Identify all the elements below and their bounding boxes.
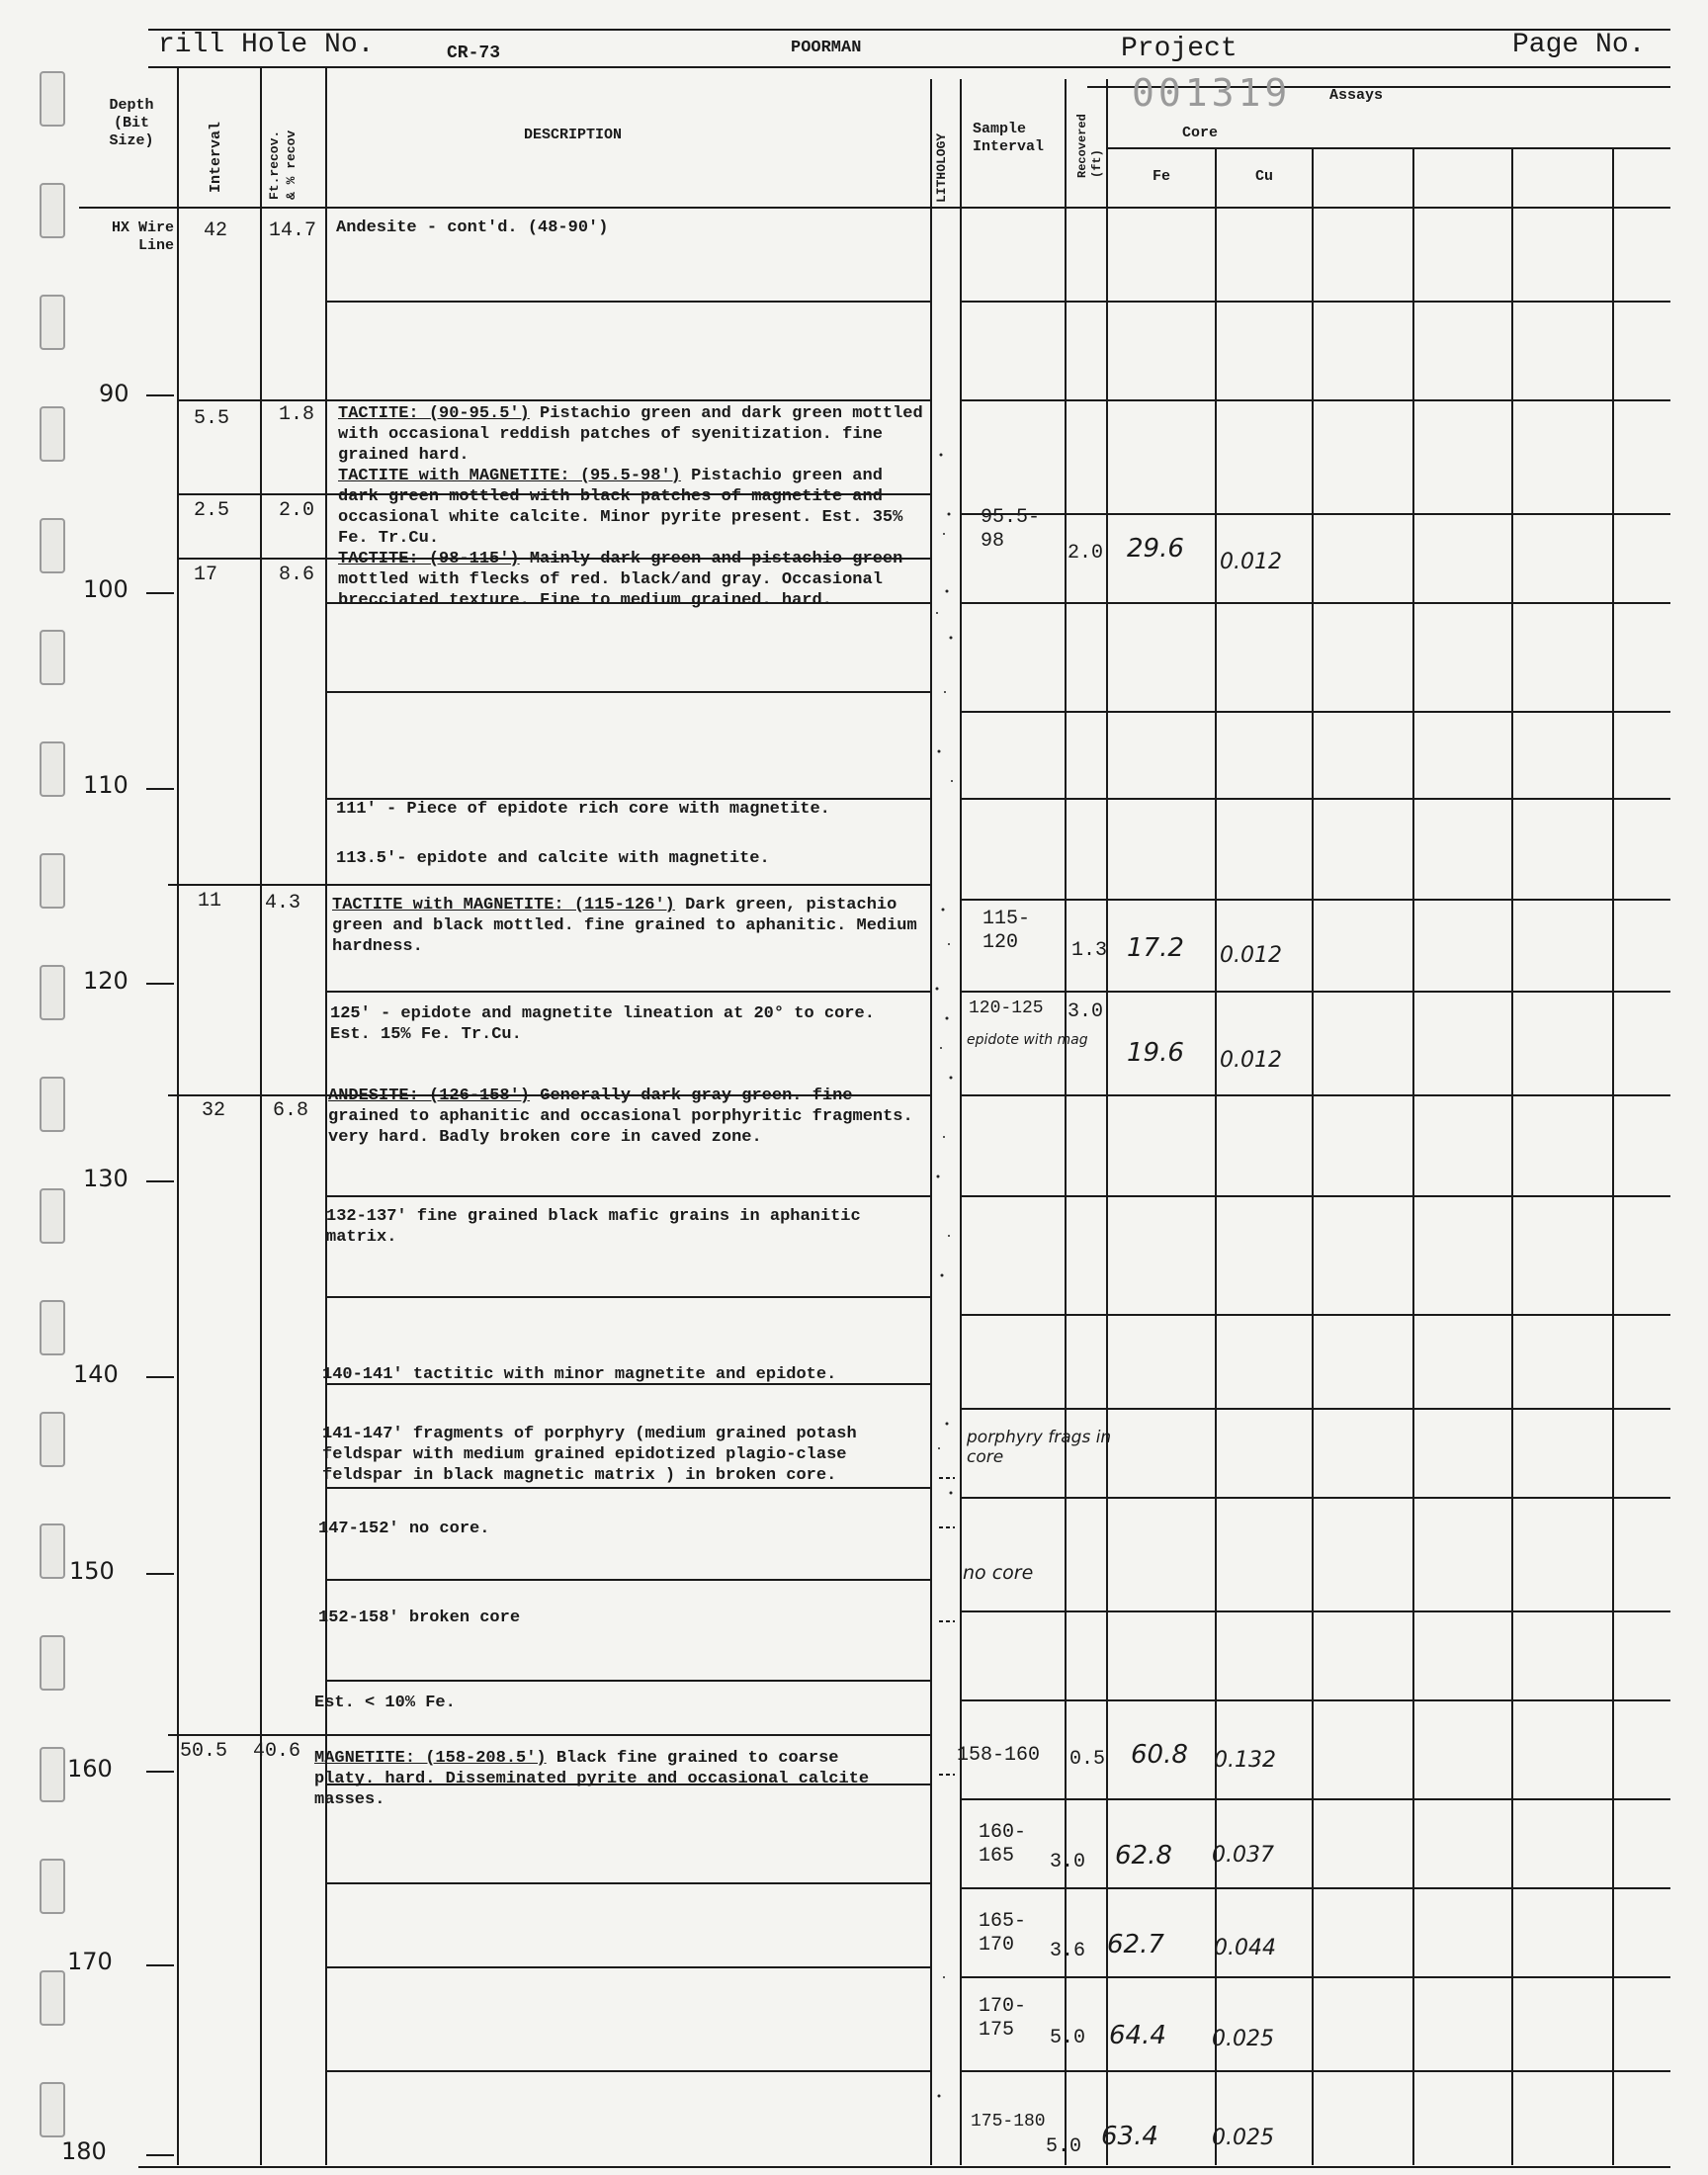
recovery-header-line: & % recov xyxy=(284,130,299,200)
sample-interval: 160-165 xyxy=(979,1821,1027,1868)
depth-mark: 160 xyxy=(67,1755,113,1783)
sample-recovered: 5.0 xyxy=(1050,2027,1086,2049)
interval-value: 50.5 xyxy=(180,1740,228,1763)
assay-fe: 17.2 xyxy=(1127,933,1184,963)
depth-header-line: (Bit xyxy=(113,115,149,131)
interval-value: 42 xyxy=(204,219,228,242)
assay-fe: 63.4 xyxy=(1101,2122,1158,2151)
unit-title: TACTITE: (98-115') xyxy=(338,550,520,568)
bit-size-line: HX Wire xyxy=(111,219,174,236)
interval-value: 11 xyxy=(198,890,222,913)
note-132: 132-137' fine grained black mafic grains in aphanitic matrix. xyxy=(326,1207,861,1247)
interval-value: 2.5 xyxy=(194,499,230,522)
recovery-value: 2.0 xyxy=(279,499,315,522)
sample-interval: 165-170 xyxy=(979,1910,1027,1957)
sample-interval-header-line: Sample xyxy=(973,121,1027,137)
lithology-column-header: LITHOLOGY xyxy=(934,132,949,203)
sample-interval: 120-125 xyxy=(969,999,1044,1018)
sample-recovered: 5.0 xyxy=(1046,2135,1082,2158)
note-152: 152-158' broken core xyxy=(318,1609,521,1627)
depth-mark: 170 xyxy=(67,1948,113,1975)
recovery-value: 8.6 xyxy=(279,564,315,586)
description-column-header: DESCRIPTION xyxy=(524,127,623,143)
bit-size-line: Line xyxy=(137,237,174,254)
depth-mark: 90 xyxy=(99,380,129,407)
sample-recovered: 0.5 xyxy=(1069,1748,1106,1771)
unit-title: TACTITE with MAGNETITE: (95.5-98') xyxy=(338,467,681,485)
depth-header-line: Depth xyxy=(109,97,154,114)
note-147: 147-152' no core. xyxy=(318,1520,490,1538)
depth-header-line: Size) xyxy=(109,132,154,149)
unit-title: TACTITE with MAGNETITE: (115-126') xyxy=(332,896,675,914)
assays-header: Assays xyxy=(1329,87,1384,104)
recovery-value: 14.7 xyxy=(269,219,317,242)
unit-body: Dark green, pistachio green and black mottled. fine grained to aphanitic. Medium hardness. xyxy=(332,896,917,956)
unit-title: ANDESITE: (126-158') xyxy=(328,1087,531,1105)
depth-mark: 150 xyxy=(69,1557,115,1585)
handwritten-note: epidote with mag xyxy=(967,1032,1088,1048)
recovery-value: 40.6 xyxy=(253,1740,301,1763)
assay-fe: 64.4 xyxy=(1109,2021,1166,2050)
unit-title: TACTITE: (90-95.5') xyxy=(338,404,530,423)
assay-cu: 0.037 xyxy=(1212,1843,1274,1868)
assay-cu: 0.012 xyxy=(1220,943,1282,968)
assay-cu: 0.132 xyxy=(1214,1748,1276,1773)
interval-value: 17 xyxy=(194,564,218,586)
unit-body: Mainly dark green and pistachio green mottled with flecks of red. black/and gray. Occasional brecciated texture. Fine to medium grained. hard. xyxy=(338,550,903,610)
project-label: Project xyxy=(1121,34,1238,64)
sample-interval: 158-160 xyxy=(957,1744,1041,1767)
note-estimate: Est. < 10% Fe. xyxy=(314,1694,456,1712)
unit-body: Generally dark gray green. fine grained to aphanitic and occasional porphyritic fragments. very hard. Badly broken core in caved zone. xyxy=(328,1087,913,1147)
interval-column-header: Interval xyxy=(208,121,224,193)
bit-size xyxy=(79,219,174,255)
drill-hole-number: CR-73 xyxy=(447,44,501,63)
recovery-column-header xyxy=(267,91,299,200)
interval-value: 5.5 xyxy=(194,407,230,430)
fe-header: Fe xyxy=(1153,168,1171,185)
depth-mark: 130 xyxy=(83,1165,128,1192)
description-tactite-magnetite-115 xyxy=(332,895,925,957)
description-magnetite-158 xyxy=(314,1748,907,1810)
interval-value: 32 xyxy=(202,1099,226,1122)
page-number-label: Page No. xyxy=(1512,30,1646,60)
assay-cu: 0.044 xyxy=(1214,1936,1276,1960)
note-141: 141-147' fragments of porphyry (medium grained potash feldspar with medium grained epidotized plagio-clase feldspar in black magnetic matrix ) in broken core. xyxy=(322,1425,857,1485)
depth-mark: 110 xyxy=(83,771,128,799)
core-header: Core xyxy=(1182,125,1219,141)
assay-cu: 0.025 xyxy=(1212,2126,1274,2150)
cu-header: Cu xyxy=(1255,168,1274,185)
sample-interval-header xyxy=(973,121,1062,156)
property-name: POORMAN xyxy=(791,39,862,57)
note-125: 125' - epidote and magnetite lineation at 20° to core. Est. 15% Fe. Tr.Cu. xyxy=(330,1004,875,1044)
sample-interval: 175-180 xyxy=(971,2112,1046,2132)
sample-recovered: 1.3 xyxy=(1071,939,1108,962)
recovery-header-line: Ft.recov. xyxy=(267,130,282,200)
sample-recovered: 3.0 xyxy=(1050,1851,1086,1873)
unit-body: Pistachio green and dark green mottled with black patches of magnetite and occasional white calcite. Minor pyrite present. Est. 35% Fe. Tr.Cu. xyxy=(338,467,903,548)
recovery-value: 4.3 xyxy=(265,892,301,914)
unit-title: MAGNETITE: (158-208.5') xyxy=(314,1749,547,1768)
handwritten-note: no core xyxy=(963,1562,1034,1584)
assay-cu: 0.025 xyxy=(1212,2027,1274,2051)
sample-interval-header-line: Interval xyxy=(973,138,1045,155)
sample-interval: 115-120 xyxy=(982,908,1031,954)
recovery-value: 6.8 xyxy=(273,1099,309,1122)
depth-mark: 120 xyxy=(83,967,128,995)
stamp-number: 001319 xyxy=(1132,71,1292,115)
sample-recovered: 2.0 xyxy=(1068,542,1104,565)
note-140: 140-141' tactitic with minor magnetite and epidote. xyxy=(322,1365,837,1384)
assay-fe: 29.6 xyxy=(1127,534,1184,564)
sample-interval: 170-175 xyxy=(979,1995,1027,2042)
assay-fe: 62.8 xyxy=(1115,1841,1172,1870)
sample-interval: 95.5-98 xyxy=(981,506,1041,553)
depth-column-header xyxy=(97,97,166,150)
assay-cu: 0.012 xyxy=(1220,1048,1282,1073)
sample-recovered: 3.6 xyxy=(1050,1940,1086,1962)
recovery-value: 1.8 xyxy=(279,403,315,426)
assay-fe: 60.8 xyxy=(1131,1740,1188,1770)
recovered-column-header xyxy=(1075,99,1104,178)
handwritten-note: porphyry frags in core xyxy=(967,1428,1112,1467)
assay-fe: 62.7 xyxy=(1107,1930,1164,1959)
recovered-header-line: Recovered xyxy=(1075,114,1089,178)
depth-mark: 140 xyxy=(73,1360,119,1388)
assay-fe: 19.6 xyxy=(1127,1038,1184,1068)
unit-body: Pistachio green and dark green mottled with occasional reddish patches of syenitization. fine grained hard. xyxy=(338,404,923,465)
description-andesite-126 xyxy=(328,1086,921,1148)
depth-mark: 180 xyxy=(61,2137,107,2165)
note-111: 111' - Piece of epidote rich core with magnetite. xyxy=(336,800,830,819)
unit-body: Black fine grained to coarse platy. hard. Disseminated pyrite and occasional calcite masses. xyxy=(314,1749,870,1809)
recovered-header-line: (ft) xyxy=(1090,149,1104,178)
assay-cu: 0.012 xyxy=(1220,550,1282,574)
sample-recovered: 3.0 xyxy=(1068,1000,1104,1023)
description-andesite-continued: Andesite - cont'd. (48-90') xyxy=(336,218,609,237)
description-tactite-90 xyxy=(338,403,929,611)
depth-mark: 100 xyxy=(83,575,128,603)
drill-hole-label: rill Hole No. xyxy=(158,30,375,60)
note-113: 113.5'- epidote and calcite with magnetite. xyxy=(336,849,770,868)
